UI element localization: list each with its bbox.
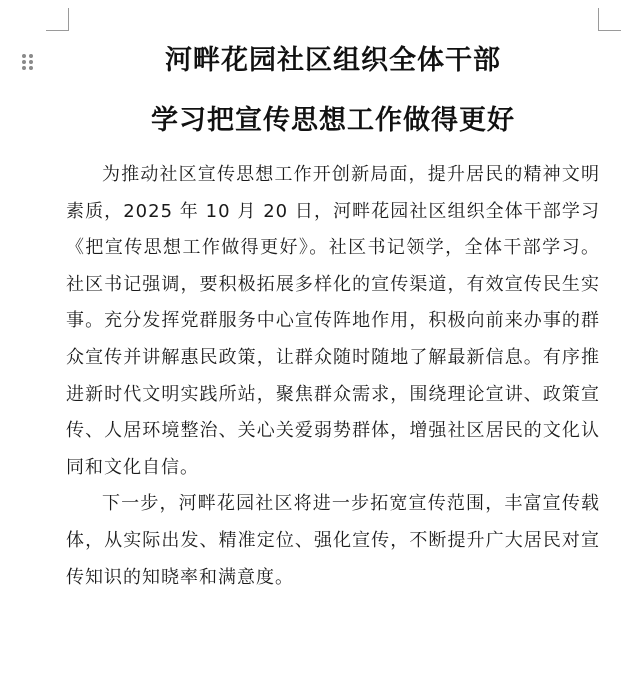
document-body xyxy=(66,157,600,596)
page-corner-mark-top-left xyxy=(46,8,69,31)
drag-handle-icon[interactable] xyxy=(21,53,35,71)
document-title-line-2: 学习把宣传思想工作做得更好 xyxy=(151,105,515,136)
body-paragraph-1: 为推动社区宣传思想工作开创新局面，提升居民的精神文明素质，2025 年 10 月 20 日，河畔花园社区组织全体干部学习《把宣传思想工作做得更好》。社区书记领学，全体干部学习。社区书记强调，要积极拓展多样化的宣传渠道，有效宣传民生实事。充分发挥党群服务中心宣传阵地作用，积极向前来办事的群众宣传并讲解惠民政策，让群众随时随地了解最新信息。有序推进新时代文明实践所站，聚焦群众需求，围绕理论宣讲、政策宣传、人居环境整治、关心关爱弱势群体，增强社区居民的文化认同和文化自信。 xyxy=(66,164,600,478)
document-title-line-1: 河畔花园社区组织全体干部 xyxy=(165,45,501,76)
page-corner-mark-top-right xyxy=(598,8,621,31)
body-paragraph-2: 下一步，河畔花园社区将进一步拓宽宣传范围，丰富宣传载体，从实际出发、精准定位、强化宣传，不断提升广大居民对宣传知识的知晓率和满意度。 xyxy=(66,493,600,588)
